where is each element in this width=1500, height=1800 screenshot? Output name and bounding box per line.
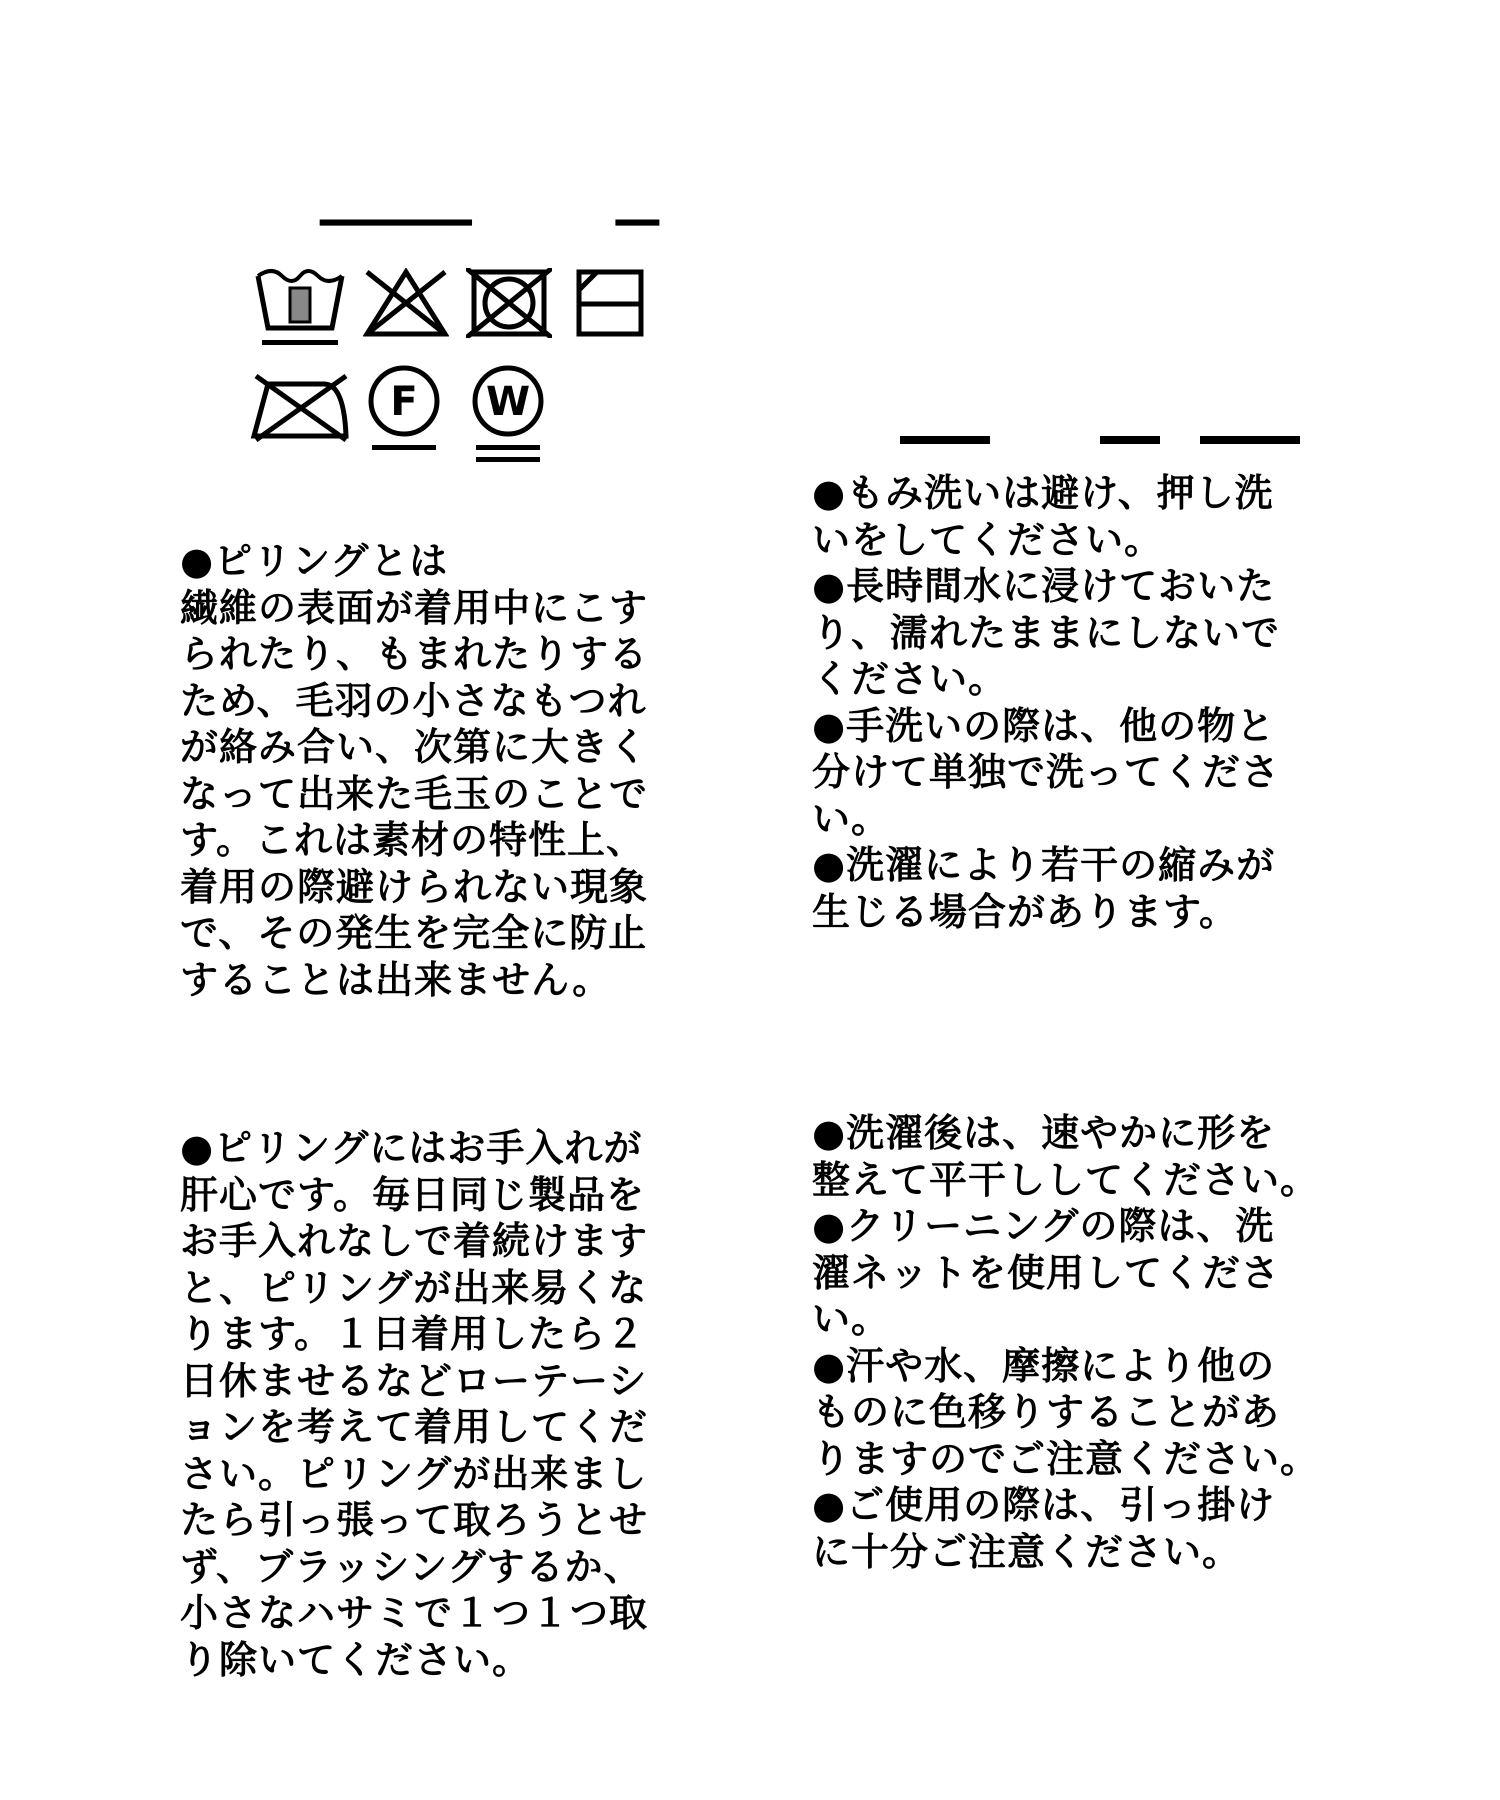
dry-clean-letter: F bbox=[390, 379, 418, 425]
wet-clean-w-icon bbox=[470, 363, 546, 467]
after-wash-notes-text: ●洗濯後は、速やかに形を 整えて平干ししてください。 ●クリーニングの際は、洗 濯ネットを使用してくださ い。 ●汗や水、摩擦により他の ものに色移りすることがあ りますのでご注意ください。 ●ご使用の際は、引っ掛け に十分ご注意ください。 bbox=[812, 1111, 1320, 1574]
cropped-text-fragment: ━━━━━━━ ━━ bbox=[320, 212, 660, 238]
pilling-care-text: ●ピリングにはお手入れが 肝心です。毎日同じ製品を お手入れなしで着続けます と、ピリングが出来易くな ります。１日着用したら２ 日休ませるなどローテーシ ョンを考えて着用してくだ さい。ピリングが出来まし たら引っ張って取ろうとせ ず、ブラッシングするか、 小さなハサミで１つ１つ取 り除いてください。 bbox=[180, 1126, 649, 1682]
pilling-definition-text: ●ピリングとは 繊維の表面が着用中にこす られたり、もまれたりする ため、毛羽の小さなもつれ が絡み合い、次第に大きく なって出来た毛玉のことで す。これは素材の特性上、 着用の際避けられない現象 で、その発生を完全に防止 することは出来ません。 bbox=[180, 539, 649, 1002]
washing-notes-text: ●もみ洗いは避け、押し洗 いをしてください。 ●長時間水に浸けておいた り、濡れたままにしないで ください。 ●手洗いの際は、他の物と 分けて単独で洗ってくださ い。 ●洗濯により若干の縮みが 生じる場合があります。 bbox=[812, 471, 1281, 934]
dry-clean-f-icon bbox=[366, 363, 442, 455]
dry-flat-in-shade-icon bbox=[575, 268, 647, 338]
iron-icon bbox=[250, 372, 350, 442]
wet-clean-letter: W bbox=[485, 379, 531, 425]
no-bleach-icon bbox=[363, 268, 449, 338]
no-tumble-dry-icon bbox=[466, 268, 552, 338]
wash-tub-hand-wash-icon bbox=[252, 262, 348, 350]
cropped-text-fragment-right bbox=[900, 436, 1320, 456]
